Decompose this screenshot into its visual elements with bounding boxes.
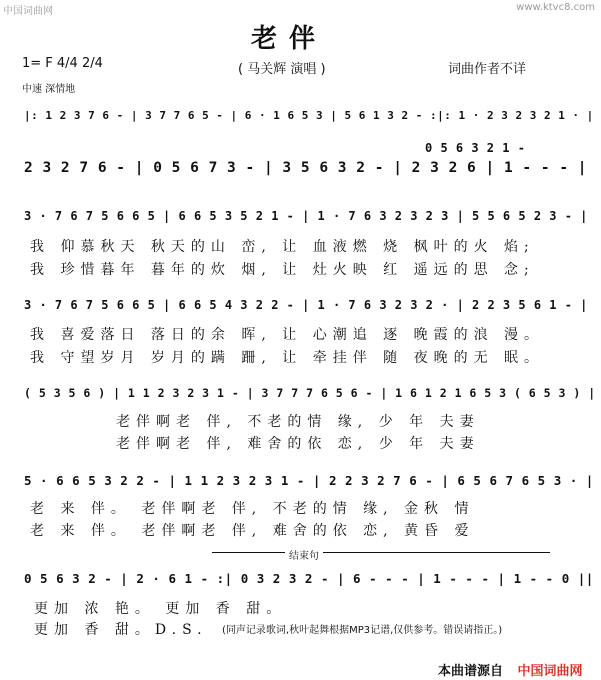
transcription-note: (同声记录歌词,秋叶起舞根据MP3记谱,仅供参考。错误请指正。) bbox=[222, 625, 503, 636]
lyric-chorus2-a: 老 来 伴。 老伴啊老 伴, 不老的情 缘, 金秋 情 bbox=[30, 501, 475, 517]
ending-bracket-line bbox=[212, 552, 550, 553]
notation-line-4: 3 · 7 6 7 5 6 6 5 | 6 6 5 4 3 2 2 - | 1 · 7 6 3 2 3 2 · | 2 2 3 5 6 1 - | bbox=[24, 298, 588, 312]
source-credit bbox=[438, 660, 583, 679]
key-time-signature: 1= F 4/4 2/4 bbox=[22, 56, 103, 71]
lyric-verse2-b: 我 守望岁月 岁月的蹒 跚, 让 牵挂伴 随 夜晚的无 眠。 bbox=[30, 350, 545, 366]
ending-label: 结束句 bbox=[285, 547, 323, 562]
notation-line-6: 5 · 6 6 5 3 2 2 - | 1 1 2 3 2 3 1 - | 2 2 3 2 7 6 - | 6 5 6 7 6 5 3 · | bbox=[24, 473, 594, 488]
notation-line-7: 0 5 6 3 2 - | 2 · 6 1 - :| 0 3 2 3 2 - | 6 - - - | 1 - - - | 1 - - 0 || bbox=[24, 571, 594, 586]
notation-line-1: |: 1 2 3 7 6 - | 3 7 7 6 5 - | 6 · 1 6 5 3 | 5 6 1 3 2 - :|: 1 · 2 3 2 3 2 1 · | bbox=[24, 109, 594, 122]
notation-line-5: ( 5 3 5 6 ) | 1 1 2 3 2 3 1 - | 3 7 7 7 6 5 6 - | 1 6 1 2 1 6 5 3 ( 6 5 3 ) | bbox=[24, 386, 596, 400]
lyric-ending-a: 更加 浓 艳。 更加 香 甜。 bbox=[34, 601, 287, 617]
notation-line-3: 3 · 7 6 7 5 6 6 5 | 6 6 5 3 5 2 1 - | 1 · 7 6 3 2 3 2 3 | 5 5 6 5 2 3 - | bbox=[24, 209, 588, 223]
lyric-ending-b: 更加 香 甜。D.S. bbox=[34, 622, 208, 638]
authors-credit: 词曲作者不详 bbox=[448, 62, 527, 77]
lyric-verse1-b: 我 珍惜暮年 暮年的炊 烟, 让 灶火映 红 遥远的思 念; bbox=[30, 262, 535, 278]
lyric-verse1-a: 我 仰慕秋天 秋天的山 峦, 让 血液燃 烧 枫叶的火 焰; bbox=[30, 239, 535, 255]
lyric-chorus1-a: 老伴啊老 伴, 不老的情 缘, 少 年 夫妻 bbox=[116, 414, 480, 430]
watermark-left: 中国词曲网 bbox=[3, 6, 53, 17]
credit-site-link[interactable]: 中国词曲网 bbox=[517, 664, 583, 679]
song-title: 老伴 bbox=[251, 24, 328, 54]
tempo-marking: 中速 深情地 bbox=[22, 84, 76, 95]
credit-prefix: 本曲谱源自 bbox=[438, 664, 504, 679]
lyric-verse2-a: 我 喜爱落日 落日的余 晖, 让 心潮追 逐 晚霞的浪 漫。 bbox=[30, 327, 545, 343]
lyric-chorus1-b: 老伴啊老 伴, 难舍的依 恋, 少 年 夫妻 bbox=[116, 436, 480, 452]
watermark-right: www.ktvc8.com bbox=[516, 2, 595, 13]
alt-ending-notation: 0 5 6 3 2 1 - bbox=[425, 141, 526, 155]
notation-line-2: 2 3 2 7 6 - | 0 5 6 7 3 - | 3 5 6 3 2 - | 2 3 2 6 | 1 - - - | bbox=[24, 160, 588, 176]
singer-credit: ( 马关辉 演唱 ) bbox=[238, 62, 326, 77]
lyric-chorus2-b: 老 来 伴。 老伴啊老 伴, 难舍的依 恋, 黄昏 爱 bbox=[30, 523, 475, 539]
